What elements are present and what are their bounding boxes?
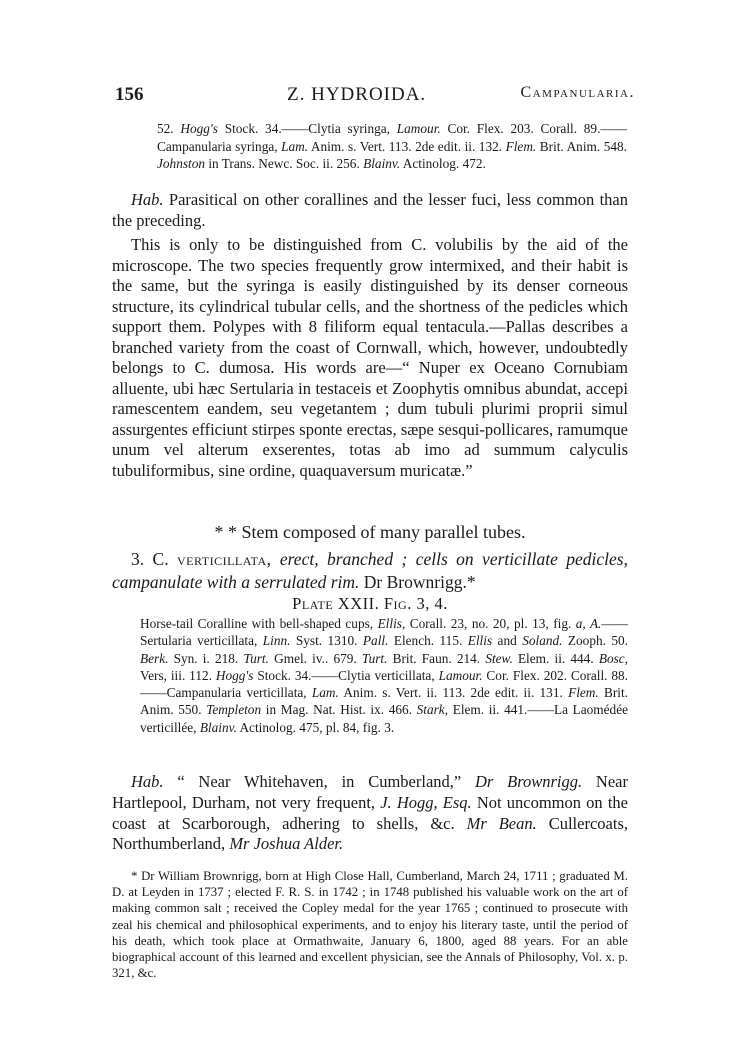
species-diagnosis: 3. C. verticillata, erect, branched ; cells on verticillate pedicles, campanulate with a serrulated rim. Dr Brownrigg.* [112, 549, 628, 592]
habitat-paragraph-2 [112, 772, 628, 855]
plate-reference: Plate XXII. Fig. 3, 4. [292, 594, 448, 613]
footnote [112, 868, 628, 981]
running-header [115, 84, 635, 106]
description-text: This is only to be distinguished from C. volubilis by the aid of the microscope. The two species frequently grow intermixed, and their habit is the same, but the syringa is easily distinguished by its denser corneous structure, its cylindrical tubular cells, and the shortness of the pedicles which support them. Polypes with 8 filiform equal tentacula.—Pallas describes a branched variety from the coast of Cornwall, which, however, undoubtedly belongs to C. dumosa. His words are—“ Nuper ex Oceano Cornubiam alluente, ubi hæc Sertularia in testaceis et Zoophytis omnibus abundat, accepi ramescentem eandem, seu vegetantem ; dum tubuli plurimi proprii simul assurgentes efficiunt stirpes sponte erectas, sæpe sesqui-pollicares, ramumque unum vel alterum exserentes, totas ab imo ad summum calyculis tubuliformibus, sine ordine, quaquaversum muricatæ.” [112, 235, 628, 480]
habitat-1-text: Hab. Parasitical on other corallines and the lesser fuci, less common than the preceding. [112, 190, 628, 230]
species-author: Dr Brownrigg.* [359, 572, 476, 592]
synonymy-text: Horse-tail Coralline with bell-shaped cups, Ellis, Corall. 23, no. 20, pl. 13, fig. a, A.—— Sertularia verticillata, Linn. Syst. 1310. Pall. Elench. 115. Ellis and Soland. Zooph. 50. Berk. Syn. i. 218. Turt. Gmel. iv.. 679. Turt. Brit. Faun. 214. Stew. Elem. ii. 444. Bosc, Vers, iii. 112. Hogg's Stock. 34.——Clytia verticillata, Lamour. Cor. Flex. 202. Corall. 88.——Campanularia verticillata, Lam. Anim. s. Vert. ii. 113. 2de edit. ii. 131. Flem. Brit. Anim. 550. Templeton in Mag. Nat. Hist. ix. 466. Stark, Elem. ii. 441.——La Laomédée verticillée, Blainv. Actinolog. 475, pl. 84, fig. 3. [140, 616, 629, 735]
habitat-label-2: Hab. [131, 772, 164, 791]
habitat-paragraph-1 [112, 190, 628, 231]
synonymy-list [140, 615, 628, 736]
species-name: verticillata, [176, 549, 272, 569]
description-paragraph [112, 235, 628, 481]
header-title: Z. HYDROIDA. [287, 84, 427, 105]
habitat-2-text: Hab. “ Near Whitehaven, in Cumberland,” Dr Brownrigg. Near Hartlepool, Durham, not very frequent, J. Hogg, Esq. Not uncommon on the coast at Scarborough, adhering to shells, &c. Mr Bean. Cullercoats, Northumberland, Mr Joshua Alder. [112, 772, 628, 854]
species-entry [112, 548, 628, 594]
habitat-label: Hab. [131, 190, 164, 209]
synonymy-52 [157, 120, 627, 173]
section-heading: * * Stem composed of many parallel tubes. [214, 522, 526, 542]
page-number: 156 [115, 84, 144, 105]
running-head-right: Campanularia. [520, 84, 635, 101]
footnote-text: * Dr William Brownrigg, born at High Close Hall, Cumberland, March 24, 1711 ; graduated M. D. at Leyden in 1737 ; elected F. R. S. in 1742 ; in 1748 published his valuable work on the art of making common salt ; received the Copley medal for the year 1765 ; continued to prosecute with zeal his chemical and philosophical experiments, and to enjoy his literary taste, until the period of his death, which took place at Ormathwaite, January 6, 1800, aged 88 years. For an able biographical account of this learned and excellent physician, see the Annals of Philosophy, Vol. x. p. 321, &c. [112, 869, 628, 981]
synonymy-52-text: 52. Hogg's Stock. 34.——Clytia syringa, Lamour. Cor. Flex. 203. Corall. 89.——Campanularia syringa, Lam. Anim. s. Vert. 113. 2de edit. ii. 132. Flem. Brit. Anim. 548. Johnston in Trans. Newc. Soc. ii. 256. Blainv. Actinolog. 472. [157, 121, 627, 171]
